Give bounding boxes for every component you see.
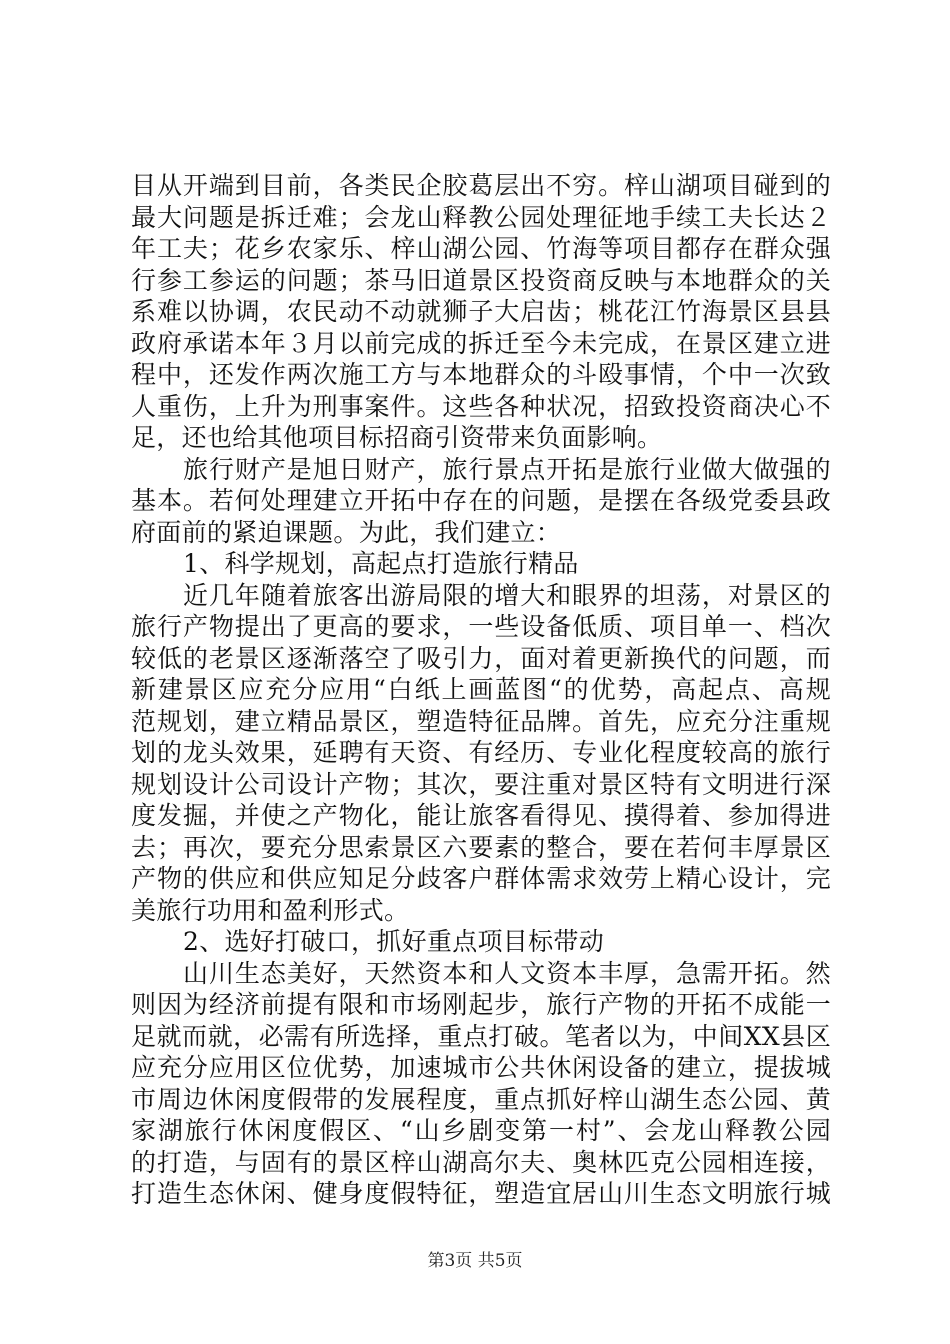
text-line: 政府承诺本年３月以前完成的拆迁至今未完成，在景区建立进 bbox=[131, 328, 831, 358]
text-line: 山川生态美好，天然资本和人文资本丰厚，急需开拓。然 bbox=[183, 958, 831, 988]
text-line: 市周边休闲度假带的发展程度，重点抓好梓山湖生态公园、黄 bbox=[131, 1084, 831, 1114]
text-line: 的打造，与固有的景区梓山湖高尔夫、奥林匹克公园相连接， bbox=[131, 1147, 831, 1177]
text-line: 系难以协调，农民动不动就狮子大启齿；桃花江竹海景区县县 bbox=[131, 297, 831, 326]
text-line: 最大问题是拆迁难；会龙山释教公园处理征地手续工夫长达２ bbox=[131, 202, 831, 232]
document-body bbox=[131, 170, 831, 1210]
text-line: 程中，还发作两次施工方与本地群众的斗殴事情，个中一次致 bbox=[131, 360, 831, 389]
text-line: 较低的老景区逐渐落空了吸引力，面对着更新换代的问题，而 bbox=[131, 643, 831, 673]
text-line: 近几年随着旅客出游局限的增大和眼界的坦荡，对景区的 bbox=[183, 580, 831, 610]
text-line: 旅行产物提出了更高的要求，一些设备低质、项目单一、档次 bbox=[131, 612, 831, 641]
text-line: 旅行财产是旭日财产，旅行景点开拓是旅行业做大做强的 bbox=[183, 454, 831, 484]
text-line: 人重伤，上升为刑事案件。这些各种状况，招致投资商决心不 bbox=[131, 391, 831, 421]
text-line: 范规划，建立精品景区，塑造特征品牌。首先，应充分注重规 bbox=[131, 706, 831, 736]
text-line: 打造生态休闲、健身度假特征，塑造宜居山川生态文明旅行城 bbox=[131, 1179, 831, 1208]
text-line: 府面前的紧迫课题。为此，我们建立： bbox=[131, 517, 562, 547]
text-line: 1、科学规划，高起点打造旅行精品 bbox=[183, 549, 579, 578]
text-line: 年工夫；花乡农家乐、梓山湖公园、竹海等项目都存在群众强 bbox=[131, 234, 831, 263]
text-line: 足，还也给其他项目标招商引资带来负面影响。 bbox=[131, 423, 663, 452]
text-line: 目从开端到目前，各类民企胶葛层出不穷。梓山湖项目碰到的 bbox=[131, 171, 831, 200]
page-footer: 第3页 共5页 bbox=[427, 1251, 523, 1271]
text-line: 基本。若何处理建立开拓中存在的问题，是摆在各级党委县政 bbox=[131, 486, 831, 515]
text-line: 产物的供应和供应知足分歧客户群体需求效劳上精心设计，完 bbox=[131, 864, 831, 893]
text-line: 应充分应用区位优势，加速城市公共休闲设备的建立，提拔城 bbox=[131, 1053, 831, 1082]
text-line: 美旅行功用和盈利形式。 bbox=[131, 895, 410, 925]
text-line: 规划设计公司设计产物；其次，要注重对景区特有文明进行深 bbox=[131, 769, 831, 799]
text-line: 去；再次，要充分思索景区六要素的整合，要在若何丰厚景区 bbox=[131, 832, 831, 862]
text-line: 度发掘，并使之产物化，能让旅客看得见、摸得着、参加得进 bbox=[131, 801, 831, 830]
text-line: 家湖旅行休闲度假区、“山乡剧变第一村”、会龙山释教公园 bbox=[131, 1116, 831, 1145]
text-line: 则因为经济前提有限和市场刚起步，旅行产物的开拓不成能一 bbox=[131, 990, 831, 1019]
text-line: 新建景区应充分应用“白纸上画蓝图“的优势，高起点、高规 bbox=[131, 675, 831, 704]
text-line: 2、选好打破口，抓好重点项目标带动 bbox=[183, 927, 605, 956]
text-line: 划的龙头效果，延聘有天资、有经历、专业化程度较高的旅行 bbox=[131, 738, 831, 767]
text-line: 足就而就，必需有所选择，重点打破。笔者以为，中间XX县区 bbox=[131, 1021, 831, 1051]
text-line: 行参工参运的问题；茶马旧道景区投资商反映与本地群众的关 bbox=[131, 265, 831, 295]
